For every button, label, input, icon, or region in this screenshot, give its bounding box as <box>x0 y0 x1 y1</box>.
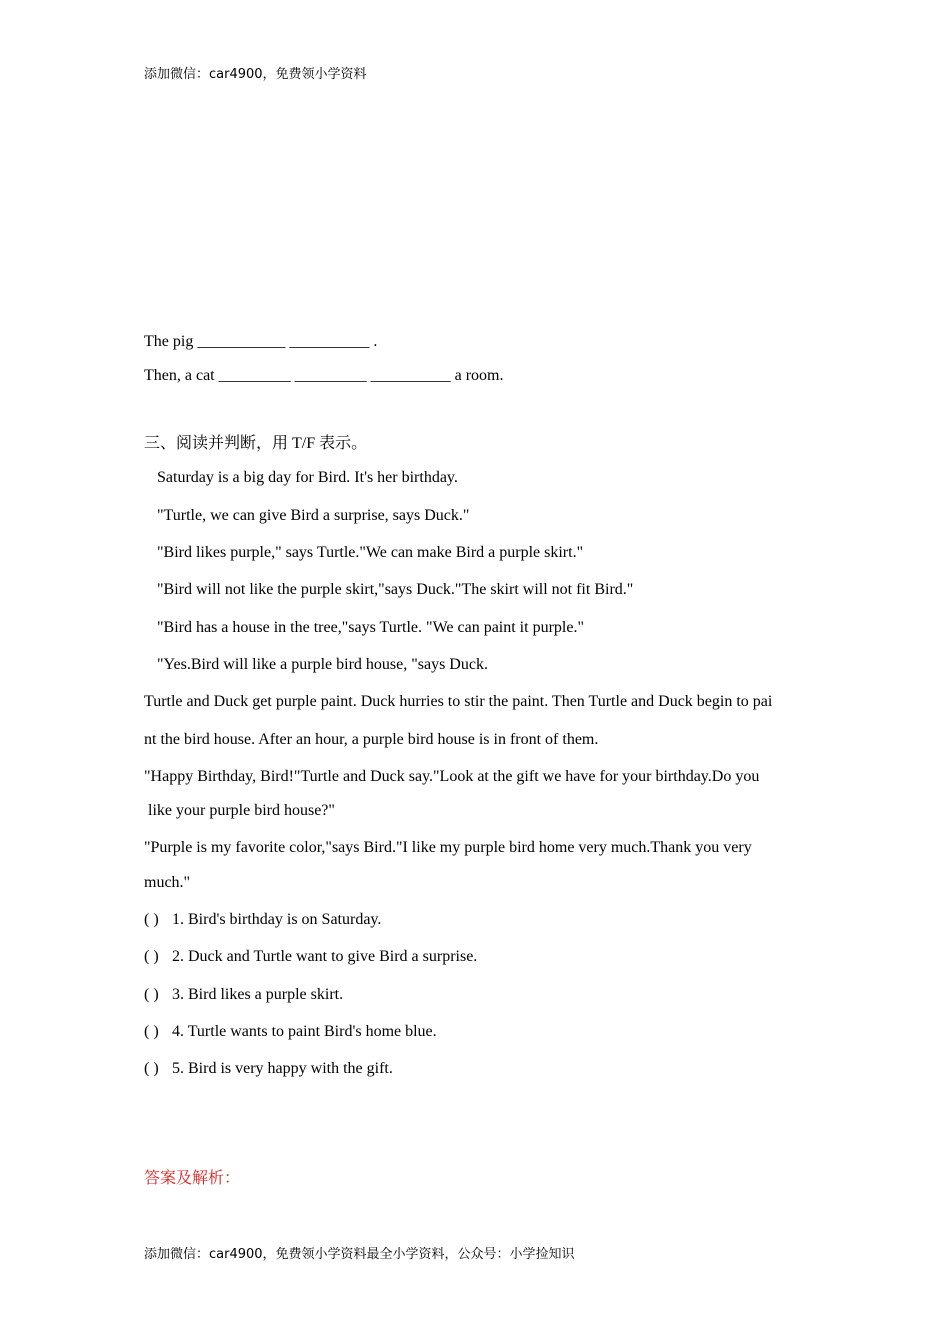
passage-line: "Turtle, we can give Bird a surprise, says Duck." <box>157 507 470 524</box>
answer-blank[interactable]: ( ) <box>144 1023 159 1040</box>
paragraph-line: nt the bird house. After an hour, a purple bird house is in front of them. <box>144 731 599 748</box>
passage-line: "Yes.Bird will like a purple bird house, "says Duck. <box>157 656 488 673</box>
page-header: 添加微信：car4900，免费领小学资料 <box>144 67 367 82</box>
answer-section-title: 答案及解析： <box>144 1170 241 1187</box>
paragraph-line: like your purple bird house?" <box>144 802 335 819</box>
paragraph-line: "Purple is my favorite color,"says Bird."I like my purple bird home very much.Thank you very <box>144 839 752 856</box>
question-text: 2. Duck and Turtle want to give Bird a surprise. <box>172 948 478 965</box>
answer-blank[interactable]: ( ) <box>144 1060 159 1077</box>
paragraph-line: much." <box>144 874 191 891</box>
question-item <box>144 1021 437 1043</box>
fill-blank-line-1: The pig ___________ __________ . <box>144 333 378 350</box>
question-text: 5. Bird is very happy with the gift. <box>172 1060 393 1077</box>
question-text: 4. Turtle wants to paint Bird's home blue. <box>172 1023 437 1040</box>
fill-blank-line-2: Then, a cat _________ _________ __________ a room. <box>144 367 504 384</box>
question-item <box>144 984 343 1006</box>
passage-line: "Bird likes purple," says Turtle."We can make Bird a purple skirt." <box>157 544 584 561</box>
question-text: 3. Bird likes a purple skirt. <box>172 986 344 1003</box>
passage-line: "Bird will not like the purple skirt,"says Duck."The skirt will not fit Bird." <box>157 581 634 598</box>
passage-line: Saturday is a big day for Bird. It's her birthday. <box>157 469 458 486</box>
question-text: 1. Bird's birthday is on Saturday. <box>172 911 382 928</box>
paragraph-line: Turtle and Duck get purple paint. Duck hurries to stir the paint. Then Turtle and Duck begin to pai <box>144 693 773 710</box>
answer-blank[interactable]: ( ) <box>144 911 159 928</box>
passage-line: "Bird has a house in the tree,"says Turtle. "We can paint it purple." <box>157 619 584 636</box>
answer-blank[interactable]: ( ) <box>144 986 159 1003</box>
question-item <box>144 909 381 931</box>
answer-blank[interactable]: ( ) <box>144 948 159 965</box>
page-footer: 添加微信：car4900，免费领小学资料最全小学资料，公众号：小学捡知识 <box>144 1247 575 1262</box>
section-title: 三、阅读并判断，用 T/F 表示。 <box>144 435 368 452</box>
paragraph-line: "Happy Birthday, Bird!"Turtle and Duck say."Look at the gift we have for your birthday.Do you <box>144 768 760 785</box>
question-item <box>144 1058 393 1080</box>
question-item <box>144 946 477 968</box>
